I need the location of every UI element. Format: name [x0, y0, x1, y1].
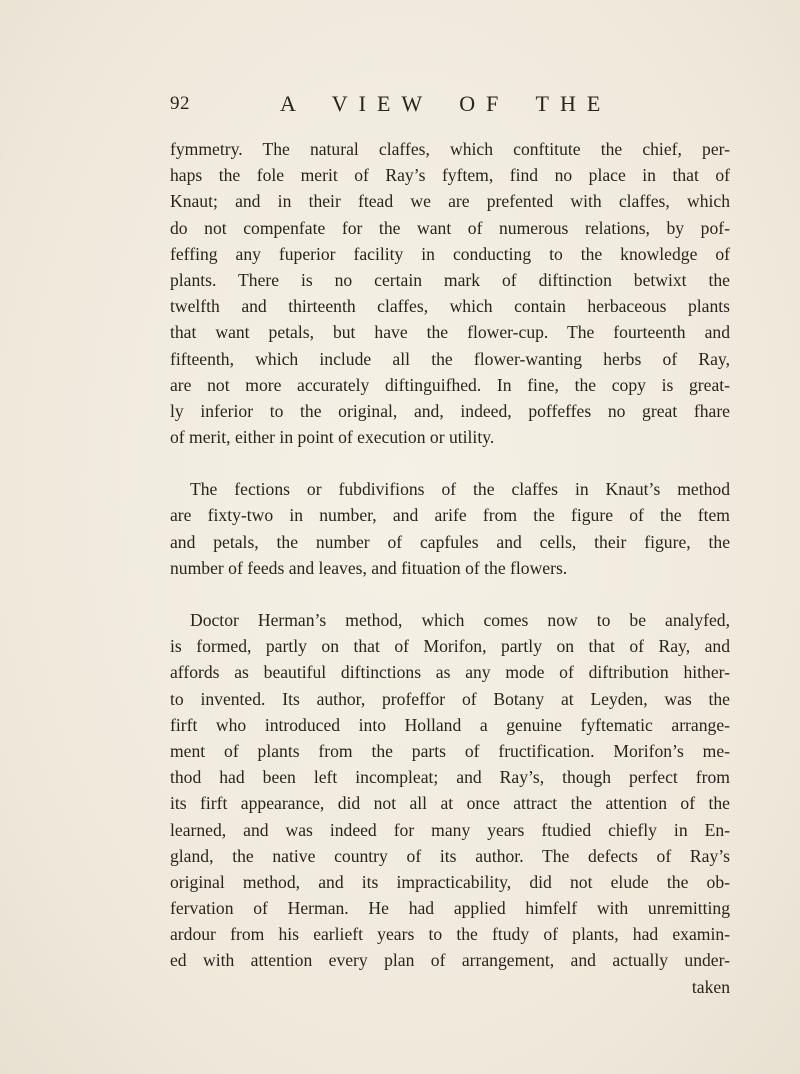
running-head: A VIEW OF THE — [280, 91, 612, 116]
text-line: plants. There is no certain mark of diftinction betwixt the — [170, 269, 730, 290]
text-line: do not compenfate for the want of numerous relations, by pof- — [170, 217, 730, 238]
text-line: ment of plants from the parts of fructification. Morifon’s me- — [170, 740, 730, 761]
text-line: ed with attention every plan of arrangement, and actually under- — [170, 950, 730, 971]
text-line: that want petals, but have the flower-cup. The fourteenth and — [170, 322, 730, 343]
text-line: ly inferior to the original, and, indeed, poffeffes no great fhare — [170, 400, 730, 421]
text-line: feffing any fuperior facility in conducting to the knowledge of — [170, 243, 730, 264]
text-line: firft who introduced into Holland a genuine fyftematic arrange- — [170, 714, 730, 735]
catchword: taken — [691, 976, 730, 997]
page-number: 92 — [170, 93, 190, 114]
body-text — [170, 136, 730, 1000]
paragraph-1 — [170, 136, 730, 450]
text-line: number of feeds and leaves, and fituation of the flowers. — [170, 557, 568, 578]
text-line: thod had been left incompleat; and Ray’s, though perfect from — [170, 767, 730, 788]
paragraph-2 — [170, 476, 730, 581]
text-line: The fections or fubdivifions of the claffes in Knaut’s method — [190, 479, 730, 500]
text-line: its firft appearance, did not all at once attract the attention of the — [170, 793, 730, 814]
text-line: are not more accurately diftinguifhed. In fine, the copy is great- — [170, 374, 730, 395]
paragraph-gap — [170, 450, 730, 476]
text-line: fifteenth, which include all the flower-wanting herbs of Ray, — [170, 348, 730, 369]
text-line: learned, and was indeed for many years ftudied chiefly in En- — [170, 819, 730, 840]
text-line: of merit, either in point of execution or utility. — [170, 427, 495, 448]
text-line: original method, and its impracticability, did not elude the ob- — [170, 871, 730, 892]
text-line: to invented. Its author, profeffor of Botany at Leyden, was the — [170, 688, 730, 709]
text-line: affords as beautiful diftinctions as any mode of diftribution hither- — [170, 662, 730, 683]
text-line: Knaut; and in their ftead we are prefented with claffes, which — [170, 191, 730, 212]
paragraph-gap — [170, 581, 730, 607]
text-line: fervation of Herman. He had applied himfelf with unremitting — [170, 898, 730, 919]
text-line: gland, the native country of its author. The defects of Ray’s — [170, 845, 730, 866]
text-line: ardour from his earlieft years to the ftudy of plants, had examin- — [170, 924, 730, 945]
text-line: twelfth and thirteenth claffes, which contain herbaceous plants — [170, 296, 730, 317]
text-line: and petals, the number of capfules and cells, their figure, the — [170, 531, 730, 552]
paragraph-3 — [170, 607, 730, 974]
page-header — [170, 93, 730, 123]
text-line: Doctor Herman’s method, which comes now to be analyfed, — [190, 610, 730, 630]
text-line: is formed, partly on that of Morifon, partly on that of Ray, and — [170, 636, 730, 657]
text-line: haps the fole merit of Ray’s fyftem, find no place in that of — [170, 165, 730, 186]
text-line: fymmetry. The natural claffes, which conftitute the chief, per- — [170, 139, 730, 159]
text-line: are fixty-two in number, and arife from the figure of the ftem — [170, 505, 730, 526]
